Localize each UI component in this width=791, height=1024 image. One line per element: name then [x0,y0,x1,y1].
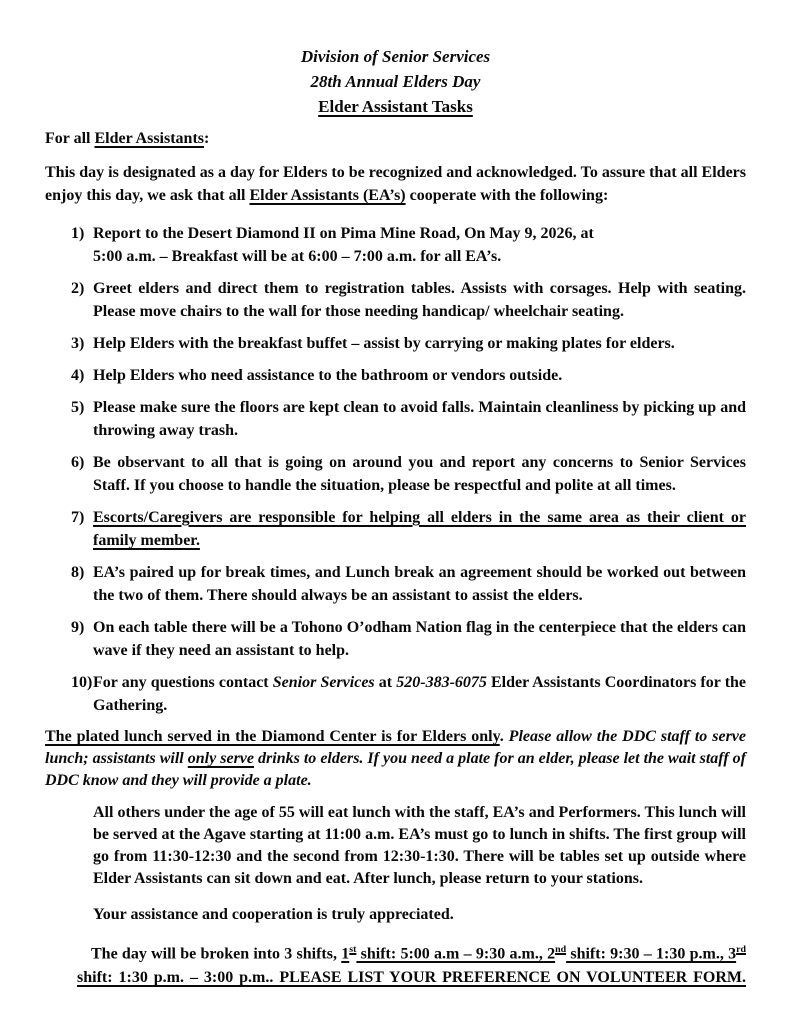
list-item-number: 10) [71,674,93,691]
list-item [45,396,746,442]
list-item-number: 3) [71,335,85,352]
intro-paragraph: This day is designated as a day for Elders to be recognized and acknowledged. To assure that all Elders enjoy this day, we ask that all Elder Assistants (EA’s) cooperate with the following: [45,164,746,204]
list-item-number: 8) [71,564,85,581]
list-item-text: Help Elders who need assistance to the bathroom or vendors outside. [93,367,563,384]
lunch-logistics-paragraph: All others under the age of 55 will eat lunch with the staff, EA’s and Performers. This lunch will be served at the Agave starting at 11:00 a.m. EA’s must go to lunch in shifts. The first group will go from 11:30-12:30 and the second from 12:30-1:30. There will be tables set up outside where Elder Assistants can sit down and eat. After lunch, please return to your stations. [93,804,746,887]
document-header [45,44,746,119]
title-line-1: Division of Senior Services [300,47,491,66]
list-item-text: Be observant to all that is going on around you and report any concerns to Senior Services Staff. If you choose to handle the situation, please be respectful and polite at all times. [93,454,746,494]
list-item-text: EA’s paired up for break times, and Lunch break an agreement should be worked out between the two of them. There should always be an assistant to assist the elders. [93,564,746,604]
list-item-number: 1) [71,225,85,242]
list-item-text: Escorts/Caregivers are responsible for helping all elders in the same area as their client or family member. [93,509,746,549]
salutation-line: For all Elder Assistants: [45,130,210,147]
list-item-number: 7) [71,509,85,526]
list-item-text: Greet elders and direct them to registration tables. Assists with corsages. Help with seating. Please move chairs to the wall for those needing handicap/ wheelchair seating. [93,280,746,320]
task-list [45,222,746,717]
list-item-text: On each table there will be a Tohono O’odham Nation flag in the centerpiece that the elders can wave if they need an assistant to help. [93,619,746,659]
list-item-text: Report to the Desert Diamond II on Pima Mine Road, On May 9, 2026, at 5:00 a.m. – Breakfast will be at 6:00 – 7:00 a.m. for all EA’s. [93,225,594,265]
list-item [45,364,746,387]
list-item-number: 6) [71,454,85,471]
list-item-number: 2) [71,280,85,297]
list-item [45,561,746,607]
title-line-3: Elder Assistant Tasks [318,97,473,116]
plated-lunch-paragraph: The plated lunch served in the Diamond Center is for Elders only. Please allow the DDC staff to serve lunch; assistants will only serve drinks to elders. If you need a plate for an elder, please let the wait staff of DDC know and they will provide a plate. [45,728,747,789]
list-item [45,616,746,662]
list-item [45,277,746,323]
list-item [45,332,746,355]
list-item-number: 4) [71,367,85,384]
list-item-text: Help Elders with the breakfast buffet – assist by carrying or making plates for elders. [93,335,675,352]
appreciation-line: Your assistance and cooperation is truly appreciated. [93,906,454,923]
title-line-2: 28th Annual Elders Day [310,72,481,91]
list-item [45,222,746,268]
list-item [45,671,746,717]
list-item [45,506,746,552]
list-item-text: Please make sure the floors are kept clean to avoid falls. Maintain cleanliness by picking up and throwing away trash. [93,399,746,439]
list-item [45,451,746,497]
list-item-text: For any questions contact Senior Services at 520-383-6075 Elder Assistants Coordinators for the Gathering. [93,674,747,714]
list-item-number: 5) [71,399,85,416]
shifts-paragraph: The day will be broken into 3 shifts, 1st shift: 5:00 a.m – 9:30 a.m., 2nd shift: 9:30 – 1:30 p.m., 3rd shift: 1:30 p.m. – 3:00 p.m.. PLEASE LIST YOUR PREFERENCE ON VOLUNTEER FORM. [77,944,746,987]
list-item-number: 9) [71,619,85,636]
